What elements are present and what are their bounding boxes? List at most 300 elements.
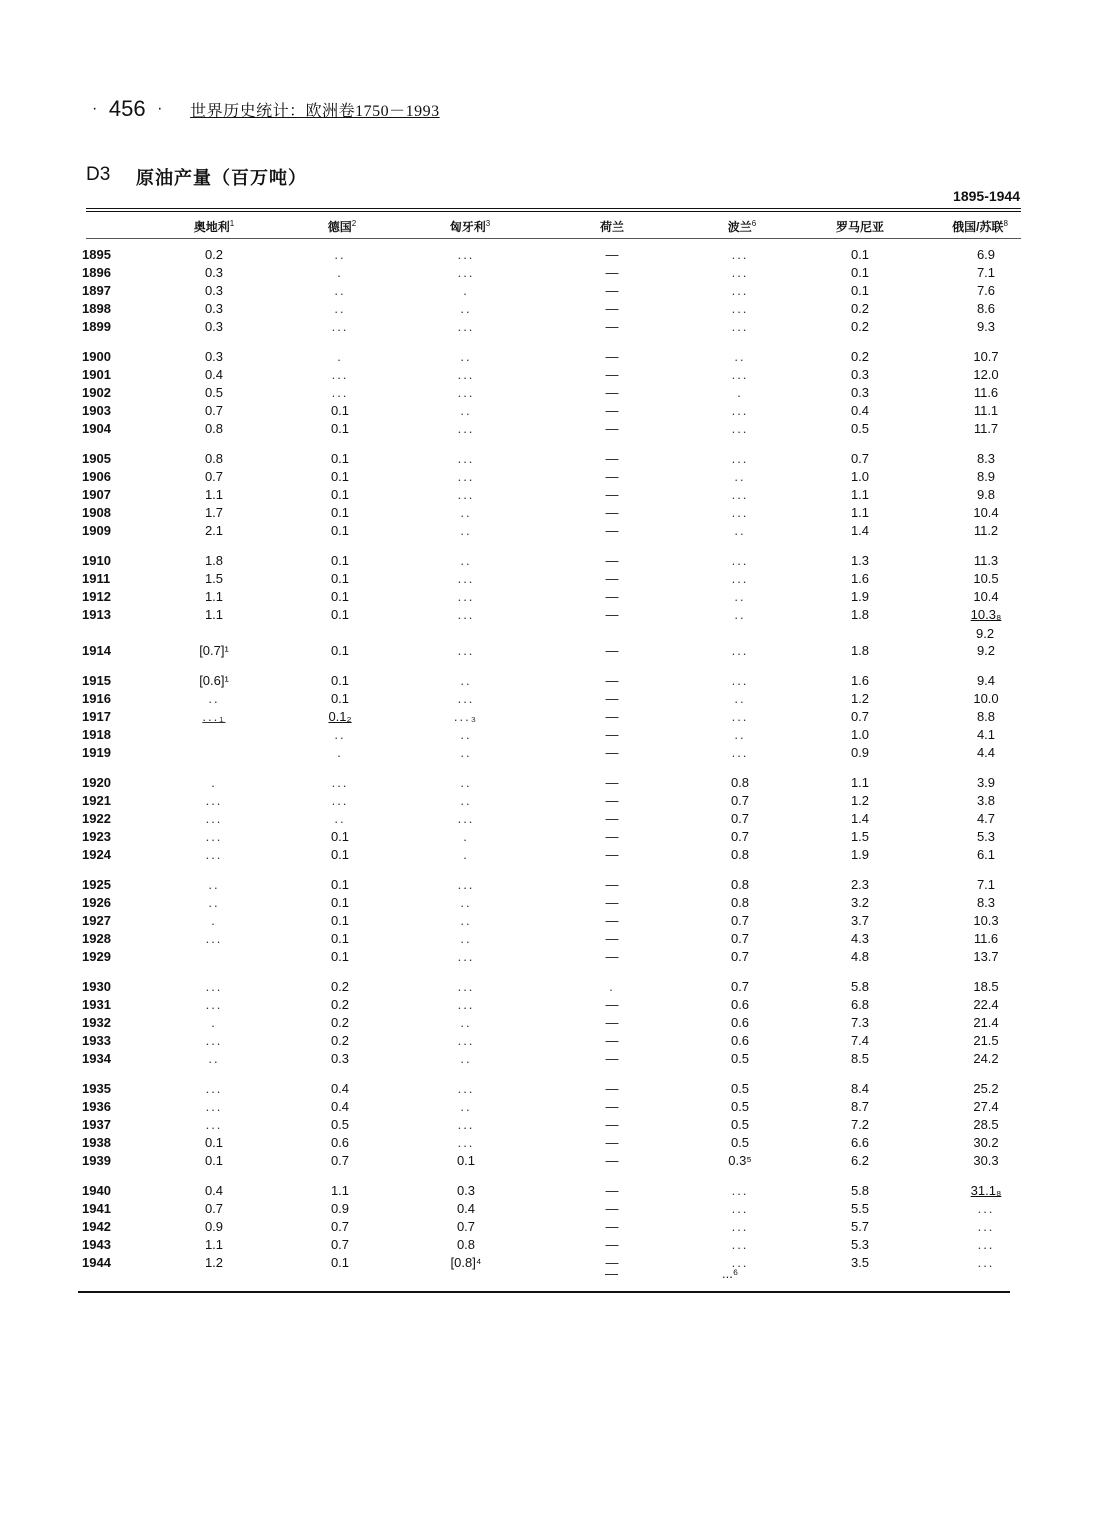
column-header-russia-ussr	[952, 218, 1008, 235]
value-cell: ...	[457, 487, 475, 502]
value-cell: 7.6	[976, 283, 996, 298]
value-cell: 0.1	[330, 451, 350, 466]
table-row	[0, 877, 1116, 895]
value-cell: 4.1	[976, 727, 996, 742]
value-cell: 0.4	[330, 1081, 350, 1096]
value-cell: 0.2	[330, 1033, 350, 1048]
year-cell: 1929	[82, 949, 111, 964]
table-row	[0, 349, 1116, 367]
value-cell: ..	[460, 349, 472, 364]
value-cell: 0.1	[330, 421, 350, 436]
value-cell: ...	[331, 367, 349, 382]
value-cell: 18.5	[973, 979, 999, 994]
year-cell: 1926	[82, 895, 111, 910]
value-cell: ..	[734, 349, 746, 364]
value-cell: 4.3	[850, 931, 870, 946]
value-cell: ...	[731, 247, 749, 262]
table-row	[0, 829, 1116, 847]
table-row	[0, 1117, 1116, 1135]
value-cell: .	[211, 913, 217, 928]
value-cell: 0.4	[204, 1183, 224, 1198]
table-period: 1895-1944	[953, 188, 1020, 204]
value-cell: .	[337, 745, 343, 760]
year-cell: 1935	[82, 1081, 111, 1096]
value-cell: ...	[731, 553, 749, 568]
column-label: 罗马尼亚	[835, 220, 885, 234]
value-cell: ...	[457, 607, 475, 622]
table-row	[0, 607, 1116, 625]
table-row	[0, 913, 1116, 931]
value-cell: 8.6	[976, 301, 996, 316]
value-cell: 3.2	[850, 895, 870, 910]
table-row	[0, 1237, 1116, 1255]
value-cell: 3.5	[850, 1255, 870, 1270]
value-cell: ..	[460, 505, 472, 520]
value-cell: 0.1	[330, 673, 350, 688]
value-cell: 7.3	[850, 1015, 870, 1030]
value-cell: .	[463, 847, 469, 862]
value-cell: —	[605, 367, 619, 382]
value-cell: —	[605, 997, 619, 1012]
book-title: 世界历史统计：欧洲卷1750－1993	[190, 103, 440, 120]
year-cell: 1942	[82, 1219, 111, 1234]
value-cell: ...	[731, 301, 749, 316]
value-cell: 0.7	[730, 949, 750, 964]
value-cell: 21.4	[973, 1015, 999, 1030]
value-cell: ...	[457, 1135, 475, 1150]
year-cell: 1931	[82, 997, 111, 1012]
year-cell: 1927	[82, 913, 111, 928]
poland-trailing-value: ...⁶	[722, 1266, 739, 1281]
value-cell: ...	[457, 643, 475, 658]
value-cell: ...	[977, 1219, 995, 1234]
value-cell: .	[737, 385, 743, 400]
value-cell: —	[605, 301, 619, 316]
value-cell: ...	[457, 811, 475, 826]
column-header-poland	[728, 218, 756, 235]
table-row	[0, 367, 1116, 385]
value-cell: 6.1	[976, 847, 996, 862]
value-cell: 0.5	[850, 421, 870, 436]
table-row	[0, 487, 1116, 505]
value-cell: 0.2	[330, 997, 350, 1012]
value-cell: 6.9	[976, 247, 996, 262]
value-cell: .	[211, 1015, 217, 1030]
value-cell: 1.0	[850, 469, 870, 484]
year-cell: 1924	[82, 847, 111, 862]
value-cell: ...	[977, 1237, 995, 1252]
value-cell: 0.3	[850, 385, 870, 400]
year-cell: 1918	[82, 727, 111, 742]
value-cell: 9.2	[976, 643, 996, 658]
value-cell: 0.4	[330, 1099, 350, 1114]
table-row	[0, 1099, 1116, 1117]
table-row	[0, 571, 1116, 589]
netherlands-trailing-dash: —	[605, 1266, 618, 1281]
value-cell: 0.3	[204, 301, 224, 316]
value-cell: —	[605, 319, 619, 334]
value-cell: 1.1	[204, 589, 224, 604]
value-cell: 1.1	[204, 607, 224, 622]
table-row	[0, 319, 1116, 337]
value-cell: 0.1	[330, 403, 350, 418]
year-cell: 1912	[82, 589, 111, 604]
value-cell: 0.2	[330, 1015, 350, 1030]
value-cell: ...₁	[202, 709, 226, 724]
value-cell: 0.3	[204, 349, 224, 364]
value-cell: 0.1	[330, 913, 350, 928]
table-row	[0, 1219, 1116, 1237]
year-cell: 1920	[82, 775, 111, 790]
year-cell: 1923	[82, 829, 111, 844]
value-cell: .	[463, 283, 469, 298]
year-cell: 1900	[82, 349, 111, 364]
column-note: 6	[751, 219, 757, 228]
value-cell: 1.4	[850, 523, 870, 538]
value-cell: ...	[457, 1117, 475, 1132]
year-cell: 1899	[82, 319, 111, 334]
year-cell: 1895	[82, 247, 111, 262]
value-cell: ..	[460, 793, 472, 808]
table-row	[0, 931, 1116, 949]
value-cell: 0.9	[330, 1201, 350, 1216]
value-cell: 0.1	[330, 607, 350, 622]
value-cell: 0.1₂	[328, 709, 352, 724]
table-row	[0, 997, 1116, 1015]
table-row	[0, 1255, 1116, 1273]
value-cell: 4.7	[976, 811, 996, 826]
value-cell: 0.8	[204, 421, 224, 436]
value-cell: ...	[457, 367, 475, 382]
value-cell: ..	[334, 283, 346, 298]
year-cell: 1897	[82, 283, 111, 298]
value-cell: —	[605, 1183, 619, 1198]
value-cell: 11.1	[973, 403, 999, 418]
table-row	[0, 469, 1116, 487]
value-cell: ...	[205, 829, 223, 844]
table-row	[0, 1033, 1116, 1051]
value-cell: 1.1	[850, 775, 870, 790]
value-cell: ..	[460, 523, 472, 538]
year-cell: 1928	[82, 931, 111, 946]
value-cell: 10.7	[973, 349, 999, 364]
value-cell: 0.7	[850, 709, 870, 724]
value-cell: —	[605, 283, 619, 298]
year-cell: 1914	[82, 643, 111, 658]
column-note: 2	[351, 219, 357, 228]
value-cell: 0.7	[456, 1219, 476, 1234]
value-cell: ..	[460, 1051, 472, 1066]
value-cell: —	[605, 1051, 619, 1066]
column-label: 奥地利	[193, 220, 230, 234]
value-cell: 31.1₈	[970, 1183, 1002, 1198]
value-cell: ...	[457, 1033, 475, 1048]
value-cell: 0.4	[456, 1201, 476, 1216]
value-cell: —	[605, 505, 619, 520]
table-row	[0, 1051, 1116, 1069]
table-row	[0, 265, 1116, 283]
column-note: 8	[1003, 219, 1008, 228]
year-cell: 1936	[82, 1099, 111, 1114]
value-cell: —	[605, 385, 619, 400]
value-cell: ...	[205, 1081, 223, 1096]
table-bottom-rule	[78, 1291, 1010, 1293]
value-cell: ..	[460, 301, 472, 316]
value-cell: —	[605, 1033, 619, 1048]
value-cell: ..	[734, 727, 746, 742]
value-cell: 10.3₈	[970, 607, 1002, 622]
value-cell: —	[605, 1201, 619, 1216]
value-cell: ...	[731, 673, 749, 688]
value-cell: 11.2	[973, 523, 999, 538]
value-cell: —	[605, 793, 619, 808]
value-cell: 8.9	[976, 469, 996, 484]
value-cell: ..	[734, 469, 746, 484]
value-cell: —	[605, 451, 619, 466]
value-cell: 0.7	[730, 811, 750, 826]
value-cell: 0.1	[456, 1153, 476, 1168]
value-cell: ..	[460, 745, 472, 760]
value-cell: 0.1	[330, 523, 350, 538]
value-cell: 0.1	[204, 1153, 224, 1168]
value-cell: 0.5	[730, 1117, 750, 1132]
column-header-romania	[836, 218, 884, 235]
value-cell: 8.4	[850, 1081, 870, 1096]
value-cell: ..	[334, 727, 346, 742]
column-label: 俄国/苏联	[952, 220, 1004, 234]
value-cell: 0.2	[330, 979, 350, 994]
table-row	[0, 1135, 1116, 1153]
value-cell: 0.6	[730, 1015, 750, 1030]
value-cell: 0.1	[330, 895, 350, 910]
value-cell: 8.3	[976, 451, 996, 466]
value-cell: ...	[205, 1099, 223, 1114]
value-cell: 7.4	[850, 1033, 870, 1048]
value-cell: —	[605, 1255, 619, 1270]
year-cell: 1909	[82, 523, 111, 538]
value-cell: —	[605, 811, 619, 826]
column-label: 荷兰	[599, 220, 625, 234]
value-cell: ..	[460, 1099, 472, 1114]
value-cell: 0.8	[730, 877, 750, 892]
value-cell: ..	[460, 673, 472, 688]
value-cell: ..	[208, 877, 220, 892]
value-cell: 11.6	[973, 931, 999, 946]
value-cell: 0.1	[330, 829, 350, 844]
value-cell: ...	[457, 421, 475, 436]
value-cell: ...	[977, 1255, 995, 1270]
year-cell: 1932	[82, 1015, 111, 1030]
value-cell: 0.2	[204, 247, 224, 262]
value-cell: ..	[460, 775, 472, 790]
value-cell: —	[605, 553, 619, 568]
value-cell: 0.1	[330, 847, 350, 862]
value-cell: 0.8	[730, 847, 750, 862]
value-cell: ...	[731, 451, 749, 466]
value-cell: ...	[457, 877, 475, 892]
value-cell: 3.9	[976, 775, 996, 790]
value-cell: .	[609, 979, 615, 994]
value-cell: 13.7	[973, 949, 999, 964]
value-cell: 0.5	[730, 1135, 750, 1150]
value-cell: 7.1	[976, 877, 996, 892]
table-row	[0, 505, 1116, 523]
value-cell: 1.5	[850, 829, 870, 844]
value-cell: 1.2	[850, 793, 870, 808]
value-cell: ...	[205, 847, 223, 862]
value-cell: 0.7	[204, 469, 224, 484]
value-cell: 0.7	[204, 403, 224, 418]
value-cell: ...	[457, 571, 475, 586]
table-row	[0, 1015, 1116, 1033]
value-cell: ...	[731, 421, 749, 436]
column-header-austria	[194, 218, 234, 235]
value-cell: ..	[460, 913, 472, 928]
value-cell: 0.7	[330, 1219, 350, 1234]
value-cell: 5.8	[850, 979, 870, 994]
value-cell: 5.8	[850, 1183, 870, 1198]
value-cell: —	[605, 673, 619, 688]
value-cell: 0.7	[730, 829, 750, 844]
value-cell: ...	[457, 1081, 475, 1096]
value-cell: 0.6	[730, 997, 750, 1012]
value-cell: ...	[457, 979, 475, 994]
value-cell: 27.4	[973, 1099, 999, 1114]
value-cell: —	[605, 1081, 619, 1096]
value-cell: 0.7	[730, 931, 750, 946]
value-cell: —	[605, 877, 619, 892]
value-cell: 30.3	[973, 1153, 999, 1168]
value-cell: 12.0	[973, 367, 999, 382]
year-cell: 1902	[82, 385, 111, 400]
value-cell: —	[605, 523, 619, 538]
year-cell: 1938	[82, 1135, 111, 1150]
value-cell: ..	[460, 553, 472, 568]
value-cell: 0.1	[850, 247, 870, 262]
year-cell: 1904	[82, 421, 111, 436]
value-cell: ...	[457, 319, 475, 334]
value-cell: 21.5	[973, 1033, 999, 1048]
year-cell: 1905	[82, 451, 111, 466]
value-cell: 0.8	[204, 451, 224, 466]
table-row	[0, 1183, 1116, 1201]
value-cell: 0.5	[204, 385, 224, 400]
value-cell: 0.1	[330, 589, 350, 604]
table-row	[0, 553, 1116, 571]
value-cell: 11.7	[973, 421, 999, 436]
value-cell: ...	[731, 1219, 749, 1234]
table-row	[0, 283, 1116, 301]
value-cell: 11.6	[973, 385, 999, 400]
value-cell: 5.5	[850, 1201, 870, 1216]
value-cell: 1.6	[850, 673, 870, 688]
value-cell: 0.1	[330, 931, 350, 946]
year-cell: 1915	[82, 673, 111, 688]
value-cell: .	[337, 265, 343, 280]
value-cell: 6.6	[850, 1135, 870, 1150]
value-cell: 1.1	[850, 505, 870, 520]
value-cell: ...	[457, 385, 475, 400]
value-cell: 8.8	[976, 709, 996, 724]
table-row	[0, 523, 1116, 541]
value-cell: —	[605, 349, 619, 364]
value-cell: ..	[460, 727, 472, 742]
year-cell: 1917	[82, 709, 111, 724]
value-cell: ..	[734, 523, 746, 538]
year-cell: 1930	[82, 979, 111, 994]
value-cell: 2.1	[204, 523, 224, 538]
value-cell: —	[605, 775, 619, 790]
value-cell: ...	[457, 997, 475, 1012]
value-cell: —	[605, 571, 619, 586]
value-cell: —	[605, 709, 619, 724]
table-code: D3	[86, 164, 111, 185]
value-cell: 0.1	[330, 691, 350, 706]
value-cell: 0.7	[330, 1153, 350, 1168]
value-cell: 0.1	[330, 643, 350, 658]
value-cell: 1.6	[850, 571, 870, 586]
value-cell: 1.5	[204, 571, 224, 586]
header-rule	[86, 238, 1021, 239]
value-cell: .	[463, 829, 469, 844]
year-cell: 1934	[82, 1051, 111, 1066]
table-row	[0, 385, 1116, 403]
value-cell: [0.8]⁴	[450, 1255, 482, 1270]
year-cell: 1922	[82, 811, 111, 826]
year-cell: 1913	[82, 607, 111, 622]
value-cell: 5.3	[850, 1237, 870, 1252]
value-cell: 0.1	[204, 1135, 224, 1150]
value-cell: ...	[205, 931, 223, 946]
value-cell: [0.7]¹	[199, 643, 229, 658]
value-cell: 1.0	[850, 727, 870, 742]
value-cell: 0.4	[204, 367, 224, 382]
value-cell: ..	[460, 931, 472, 946]
value-cell: —	[605, 247, 619, 262]
value-cell: 9.4	[976, 673, 996, 688]
value-cell: 0.4	[850, 403, 870, 418]
year-cell: 1907	[82, 487, 111, 502]
value-cell: ...	[205, 793, 223, 808]
value-cell: ...	[731, 367, 749, 382]
value-cell: ..	[208, 895, 220, 910]
value-cell: 3.8	[976, 793, 996, 808]
value-cell: 11.3	[973, 553, 999, 568]
value-cell: ...	[331, 385, 349, 400]
value-cell: 1.9	[850, 847, 870, 862]
value-cell: —	[605, 421, 619, 436]
value-cell: ...	[731, 319, 749, 334]
value-cell: 1.7	[204, 505, 224, 520]
value-cell: 0.3⁵	[728, 1153, 752, 1168]
value-cell: 0.1	[330, 571, 350, 586]
value-cell: —	[605, 1099, 619, 1114]
column-header-netherlands	[600, 218, 624, 235]
value-cell: 0.7	[730, 913, 750, 928]
table-row	[0, 421, 1116, 439]
table-row	[0, 643, 1116, 661]
value-cell: ...	[731, 505, 749, 520]
value-cell: ..	[460, 895, 472, 910]
table-row	[0, 673, 1116, 691]
table-row	[0, 949, 1116, 967]
value-cell: ...	[457, 469, 475, 484]
value-cell: ...	[731, 283, 749, 298]
value-cell: .	[211, 775, 217, 790]
value-cell: —	[605, 643, 619, 658]
table-row	[0, 691, 1116, 709]
header-dot: ·	[92, 100, 98, 117]
